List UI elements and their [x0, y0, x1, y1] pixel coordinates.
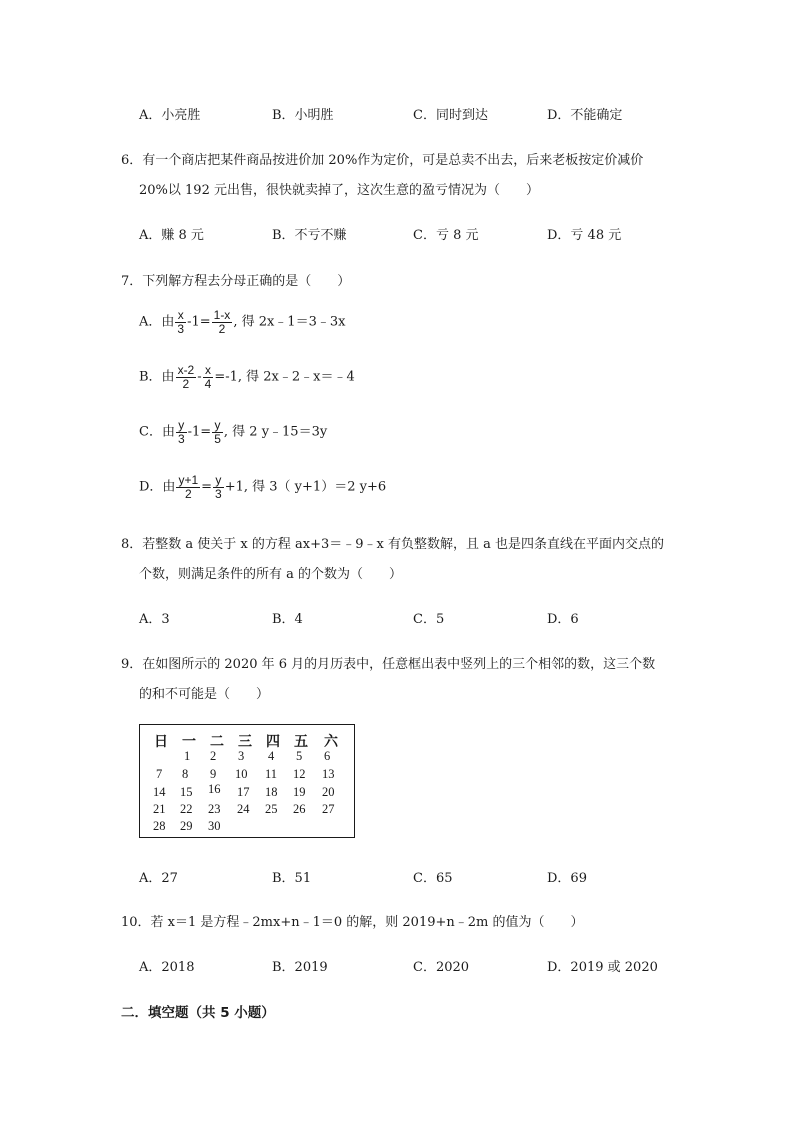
q8-stem-line1: 8．若整数 a 使关于 x 的方程 ax+3＝﹣9﹣x 有负整数解，且 a 也是四条直线在平面内交点的: [121, 537, 665, 552]
q7-stem: 7．下列解方程去分母正确的是（ ）: [121, 274, 351, 289]
q9-option-b: B．51: [272, 871, 312, 886]
calendar-day: 1: [184, 749, 191, 763]
calendar-day: 2: [210, 749, 217, 763]
q10-option-a: A．2018: [139, 960, 195, 975]
calendar-day: 4: [268, 749, 275, 763]
q8-option-d: D．6: [547, 612, 579, 627]
q5-option-b: B．小明胜: [272, 108, 334, 123]
calendar-day: 7: [156, 767, 163, 781]
q9-stem-line2: 的和不可能是（ ）: [139, 687, 270, 702]
calendar-header-mon: 一: [182, 734, 196, 750]
q6-option-b: B．不亏不赚: [272, 228, 347, 243]
q6-option-d: D．亏 48 元: [547, 228, 622, 243]
section-2-title: 二．填空题（共 5 小题）: [121, 1005, 275, 1021]
calendar-day: 29: [180, 819, 193, 833]
calendar-day: 21: [153, 802, 166, 816]
q9-option-d: D．69: [547, 871, 587, 886]
q10-option-c: C．2020: [413, 960, 470, 975]
q10-stem: 10．若 x＝1 是方程﹣2mx+n﹣1＝0 的解，则 2019+n﹣2m 的值为（ ）: [121, 915, 584, 930]
calendar-day: 5: [296, 749, 303, 763]
calendar-header-sat: 六: [324, 734, 338, 750]
q9-option-c: C．65: [413, 871, 453, 886]
q5-option-d: D．不能确定: [547, 108, 623, 123]
calendar-day: 11: [265, 767, 278, 781]
calendar-day: 27: [322, 802, 335, 816]
calendar-day: 12: [293, 767, 306, 781]
calendar-day: 30: [208, 819, 221, 833]
q7-option-d: D．由 $\frac{y+1}{2}$ = $\frac{y}{3}$ +1, 得 3（ y+1）＝2 y+6: [139, 473, 387, 501]
calendar-header-sun: 日: [154, 734, 168, 750]
calendar-day: 26: [293, 802, 306, 816]
calendar-day: 25: [265, 802, 278, 816]
q6-option-c: C．亏 8 元: [413, 228, 479, 243]
q8-option-a: A．3: [139, 612, 170, 627]
calendar-day: 17: [237, 785, 250, 799]
q10-option-d: D．2019 或 2020: [547, 960, 658, 975]
q7-option-a: A．由 $\frac{x}{3}$ -1= $\frac{1-x}{2}$ , 得 2x﹣1＝3﹣3x: [139, 308, 346, 336]
calendar-day: 8: [182, 767, 189, 781]
calendar-header-fri: 五: [294, 734, 308, 750]
q10-option-b: B．2019: [272, 960, 328, 975]
q7-option-b: B．由 $\frac{x-2}{2}$ - $\frac{x}{4}$ =-1, 得 2x﹣2﹣x＝﹣4: [139, 363, 355, 391]
q8-option-c: C．5: [413, 612, 445, 627]
calendar-day: 20: [322, 785, 335, 799]
q5-option-a: A．小亮胜: [139, 108, 201, 123]
calendar-day: 16: [208, 782, 221, 796]
q6-stem-line1: 6．有一个商店把某件商品按进价加 20%作为定价，可是总卖不出去，后来老板按定价减价: [121, 153, 644, 168]
calendar-table: [139, 724, 355, 838]
calendar-header-thu: 四: [266, 734, 280, 750]
calendar-day: 24: [237, 802, 250, 816]
calendar-day: 28: [153, 819, 166, 833]
calendar-header-tue: 二: [210, 734, 224, 750]
calendar-day: 13: [322, 767, 335, 781]
calendar-day: 14: [153, 785, 166, 799]
calendar-day: 15: [180, 785, 193, 799]
q8-option-b: B．4: [272, 612, 303, 627]
calendar-day: 22: [180, 802, 193, 816]
q5-option-c: C．同时到达: [413, 108, 488, 123]
q8-stem-line2: 个数，则满足条件的所有 a 的个数为（ ）: [139, 567, 403, 582]
calendar-day: 9: [210, 767, 217, 781]
calendar-header-wed: 三: [238, 734, 252, 750]
calendar-day: 23: [208, 802, 221, 816]
q9-stem-line1: 9．在如图所示的 2020 年 6 月的月历表中，任意框出表中竖列上的三个相邻的数，这三个数: [121, 657, 656, 672]
calendar-day: 3: [238, 749, 245, 763]
q6-stem-line2: 20%以 192 元出售，很快就卖掉了，这次生意的盈亏情况为（ ）: [139, 183, 539, 198]
calendar-day: 19: [293, 785, 306, 799]
calendar-day: 6: [324, 749, 331, 763]
q6-option-a: A．赚 8 元: [139, 228, 204, 243]
q9-option-a: A．27: [139, 871, 178, 886]
calendar-day: 18: [265, 785, 278, 799]
calendar-day: 10: [235, 767, 248, 781]
q7-option-c: C．由 $\frac{y}{3}$ -1= $\frac{y}{5}$ , 得 2 y﹣15＝3y: [139, 418, 328, 446]
